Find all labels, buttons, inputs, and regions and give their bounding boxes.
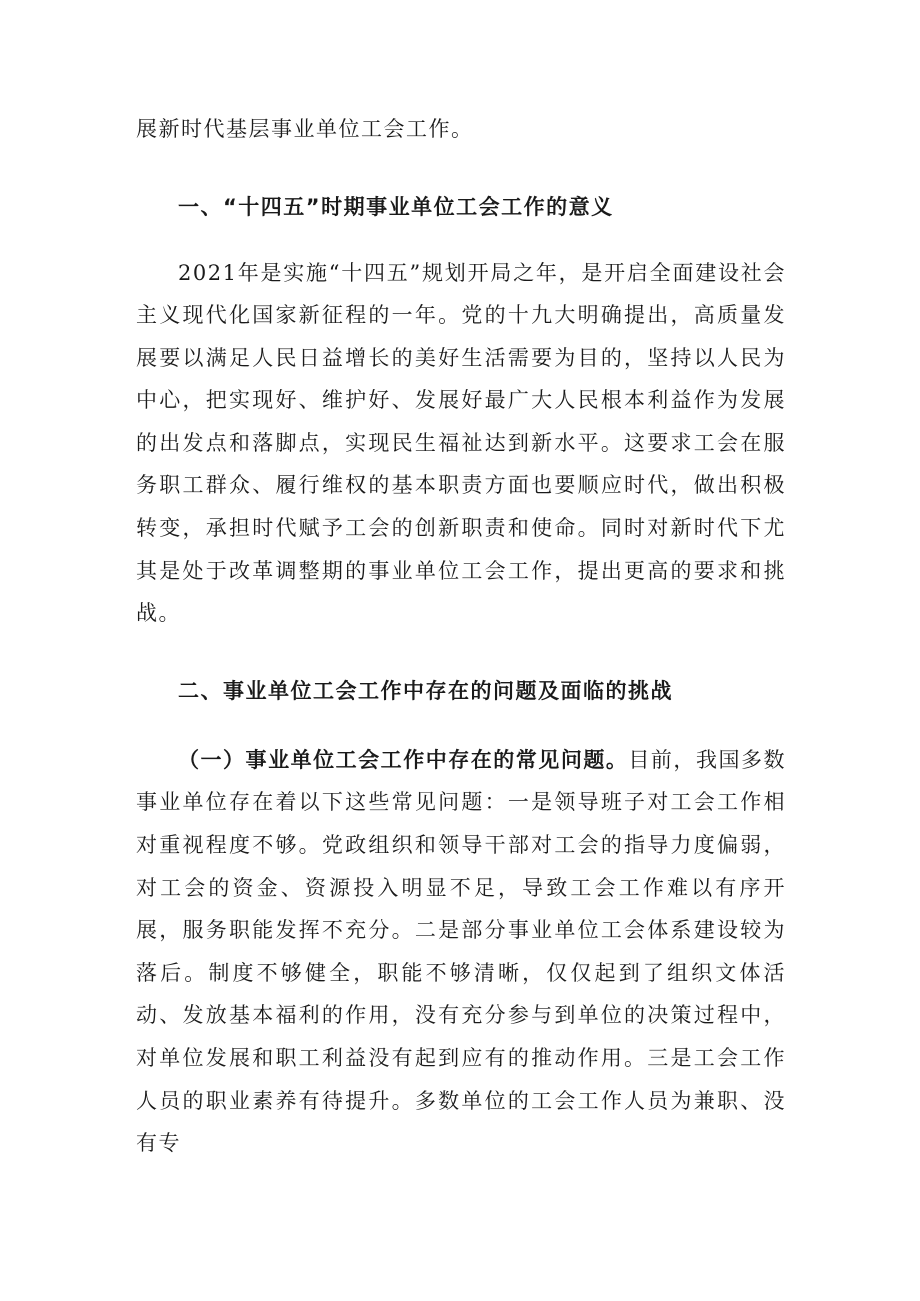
document-page [136,108,786,1165]
subsection-body: 目前，我国多数事业单位存在着以下这些常见问题：一是领导班子对工会工作相对重视程度不够。党政组织和领导干部对工会的指导力度偏弱，对工会的资金、资源投入明显不足，导致工会工作难以有序开展，服务职能发挥不充分。二是部分事业单位工会体系建设较为落后。制度不够健全，职能不够清晰，仅仅起到了组织文体活动、发放基本福利的作用，没有充分参与到单位的决策过程中，对单位发展和职工利益没有起到应有的推动作用。三是工会工作人员的职业素养有待提升。多数单位的工会工作人员为兼职、没有专 [136,747,787,1156]
continuation-text: 展新时代基层事业单位工会工作。 [136,117,474,141]
spacer [136,151,786,186]
subsection-paragraph-1 [136,739,786,1165]
spacer [136,712,786,739]
section-paragraph-1: 2021年是实施“十四五”规划开局之年，是开启全面建设社会主义现代化国家新征程的一年。党的十九大明确提出，高质量发展要以满足人民日益增长的美好生活需要为目的，坚持以人民为中心，把实现好、维护好、发展好最广大人民根本利益作为发展的出发点和落脚点，实现民生福祉达到新水平。这要求工会在服务职工群众、履行维权的基本职责方面也要顺应时代，做出积极转变，承担时代赋予工会的创新职责和使命。同时对新时代下尤其是处于改革调整期的事业单位工会工作，提出更高的要求和挑战。 [136,260,786,626]
subsection-lead: （一）事业单位工会工作中存在的常见问题。 [178,747,629,772]
section-heading-2: 二、事业单位工会工作中存在的问题及面临的挑战 [178,678,673,703]
section-heading-1: 一、“十四五”时期事业单位工会工作的意义 [178,194,614,219]
spacer [136,228,786,252]
spacer [136,635,786,670]
